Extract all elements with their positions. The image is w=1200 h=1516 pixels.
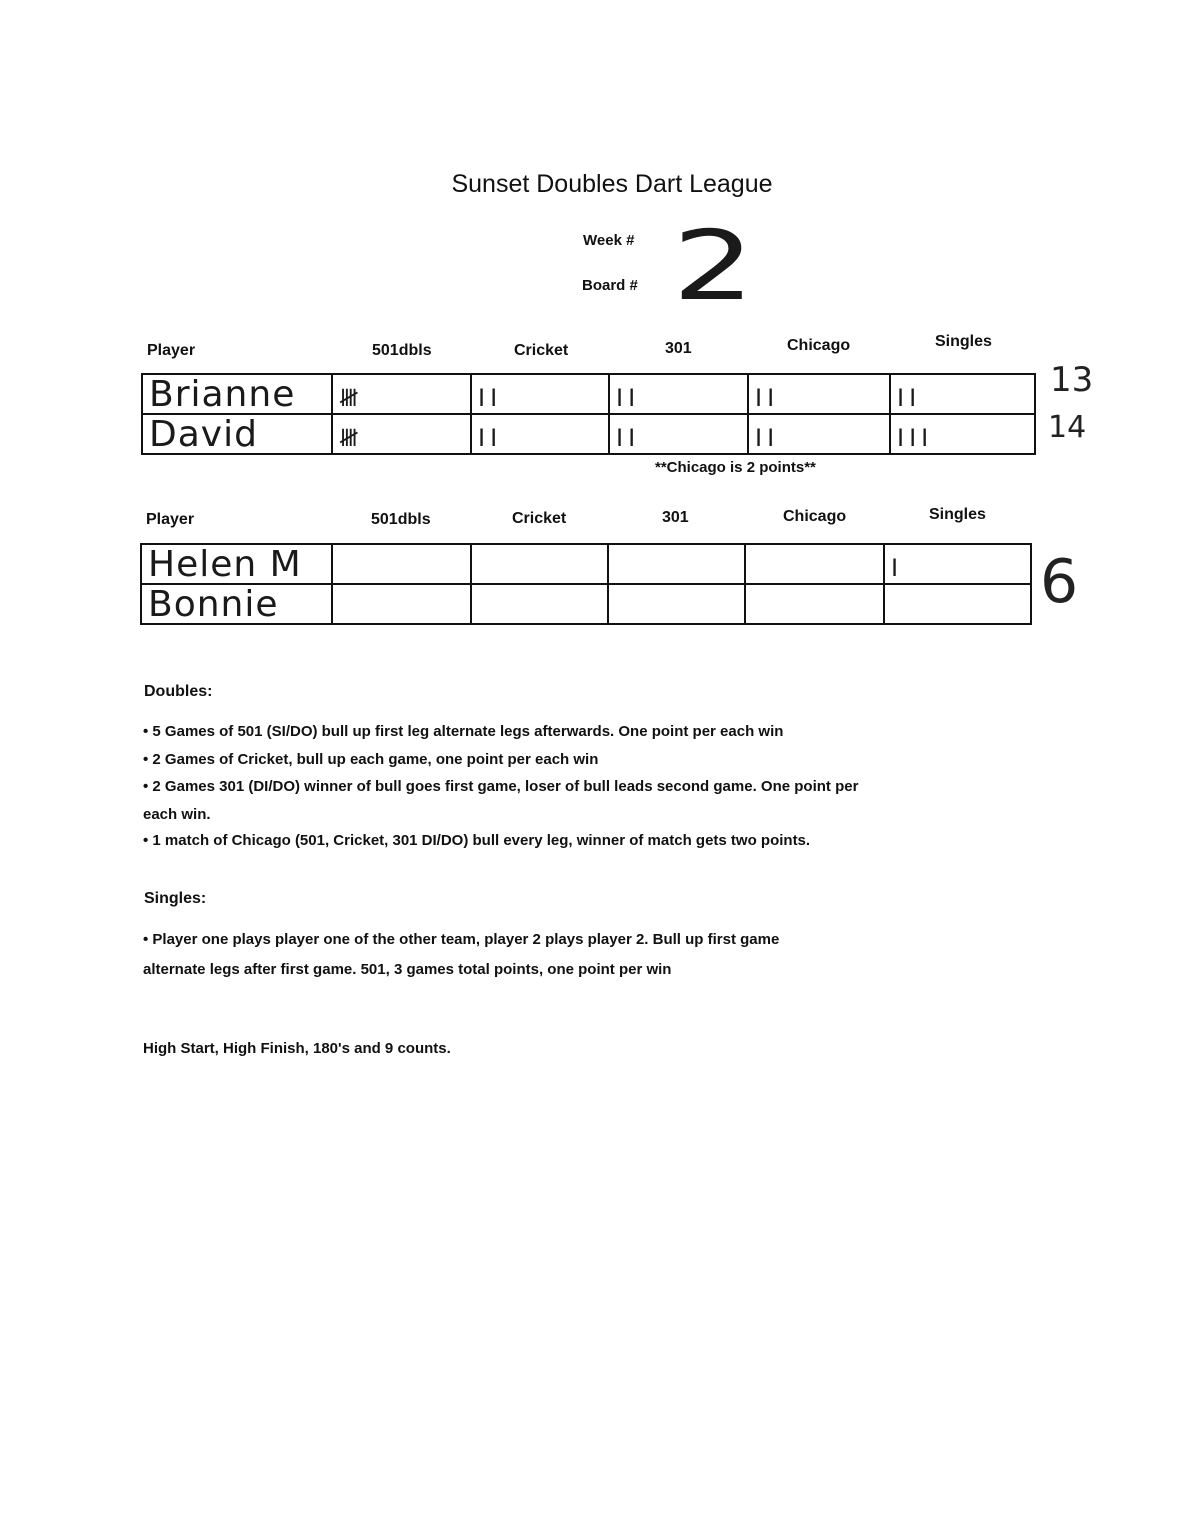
col-301: 301 bbox=[665, 340, 692, 357]
doubles-rule-1: • 5 Games of 501 (SI/DO) bull up first leg alternate legs afterwards. One point per each win bbox=[143, 723, 784, 740]
col-301: 301 bbox=[662, 509, 689, 526]
team2-score-table bbox=[140, 543, 1032, 625]
tally-singles: II bbox=[890, 374, 1035, 414]
tally-cricket: II bbox=[471, 374, 609, 414]
tally-cricket bbox=[471, 584, 608, 624]
table-row bbox=[141, 584, 1031, 624]
singles-heading: Singles: bbox=[144, 890, 207, 907]
team1-score-table bbox=[141, 373, 1036, 455]
player-name: Brianne bbox=[142, 374, 332, 414]
player-name: Bonnie bbox=[141, 584, 332, 624]
footer-note: High Start, High Finish, 180's and 9 counts. bbox=[143, 1040, 451, 1057]
tally-501dbls: 𝍸 bbox=[332, 414, 471, 454]
col-chicago: Chicago bbox=[787, 337, 851, 354]
tally-301: II bbox=[609, 414, 748, 454]
doubles-rule-4: • 1 match of Chicago (501, Cricket, 301 DI/DO) bull every leg, winner of match gets two points. bbox=[143, 832, 811, 849]
board-label: Board # bbox=[582, 277, 638, 294]
col-cricket: Cricket bbox=[514, 342, 569, 359]
tally-cricket bbox=[471, 544, 608, 584]
league-title: Sunset Doubles Dart League bbox=[451, 170, 773, 198]
col-501dbls: 501dbls bbox=[372, 342, 432, 359]
tally-301 bbox=[608, 544, 745, 584]
player-name: Helen M bbox=[141, 544, 332, 584]
chicago-note: **Chicago is 2 points** bbox=[655, 459, 816, 476]
col-player: Player bbox=[147, 342, 196, 359]
tally-cricket: II bbox=[471, 414, 609, 454]
week-label: Week # bbox=[583, 232, 635, 249]
col-singles: Singles bbox=[929, 506, 986, 523]
col-player: Player bbox=[146, 511, 195, 528]
tally-501dbls: 𝍸 bbox=[332, 374, 471, 414]
col-singles: Singles bbox=[935, 333, 992, 350]
doubles-heading: Doubles: bbox=[144, 683, 213, 700]
tally-301: II bbox=[609, 374, 748, 414]
col-chicago: Chicago bbox=[783, 508, 847, 525]
tally-chicago: II bbox=[748, 374, 890, 414]
singles-rule-1: • Player one plays player one of the other team, player 2 plays player 2. Bull up first game alternate legs after first game. 501, 3 games total points, one point per win bbox=[143, 931, 780, 978]
player-name: David bbox=[142, 414, 332, 454]
col-501dbls: 501dbls bbox=[371, 511, 431, 528]
doubles-rule-3: • 2 Games 301 (DI/DO) winner of bull goes first game, loser of bull leads second game. One point per each win. bbox=[143, 778, 859, 823]
doubles-rule-2: • 2 Games of Cricket, bull up each game, one point per each win bbox=[143, 751, 599, 768]
tally-501dbls bbox=[332, 544, 471, 584]
table-row bbox=[142, 414, 1035, 454]
tally-chicago bbox=[745, 544, 884, 584]
tally-singles bbox=[884, 584, 1031, 624]
table-row bbox=[142, 374, 1035, 414]
team2-total: 6 bbox=[1040, 547, 1079, 617]
handwritten-week-number: 2 bbox=[672, 210, 755, 322]
tally-singles: I bbox=[884, 544, 1031, 584]
tally-chicago bbox=[745, 584, 884, 624]
team1-player2-total: 14 bbox=[1048, 410, 1087, 445]
tally-chicago: II bbox=[748, 414, 890, 454]
tally-301 bbox=[608, 584, 745, 624]
tally-501dbls bbox=[332, 584, 471, 624]
tally-singles: III bbox=[890, 414, 1035, 454]
table-row bbox=[141, 544, 1031, 584]
team1-player1-total: 13 bbox=[1050, 360, 1094, 400]
col-cricket: Cricket bbox=[512, 510, 567, 527]
